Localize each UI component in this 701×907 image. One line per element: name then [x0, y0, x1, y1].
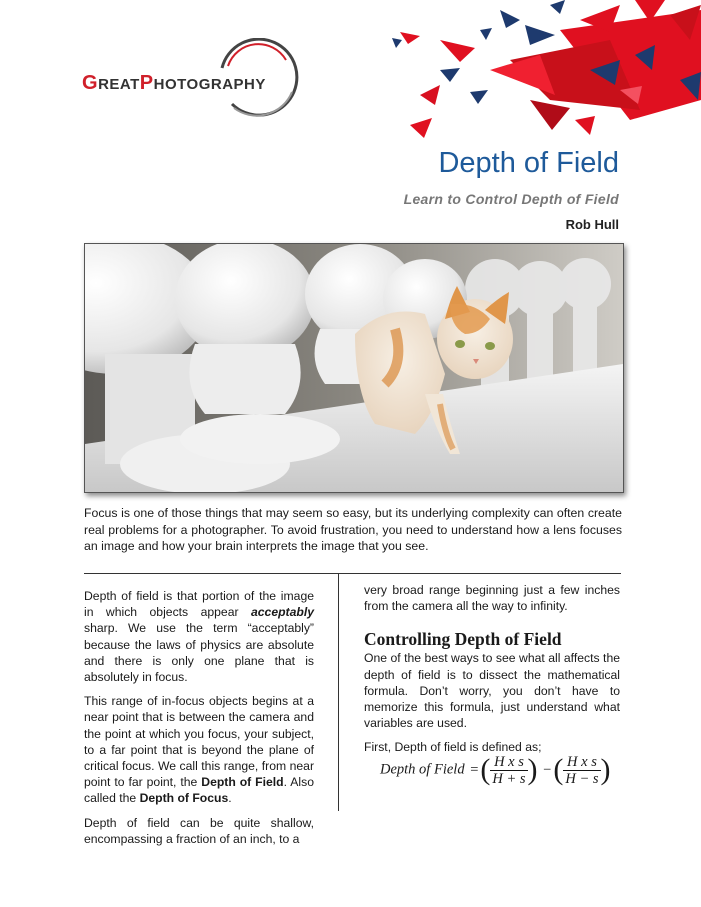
section-heading: Controlling Depth of Field: [364, 629, 562, 650]
formula-fraction-2: $\frac{\text{H x s}}{H - s}$: [565, 753, 599, 787]
paragraph-definition: Depth of field is that portion of the image in which objects appear acceptably sharp. We use the term “acceptably” because the laws of physics are absolute and there is only one plane that is absolutely in focus.: [84, 589, 314, 685]
page-subtitle: Learn to Control Depth of Field: [403, 191, 619, 207]
formula-minus: −: [543, 761, 552, 778]
left-column: [84, 588, 314, 855]
paragraph-formula-intro: One of the best ways to see what all affects the depth of field is to dissect the mathematical formula. Don’t worry, you don’t have to memorize this formula, just understand what variables are used.: [364, 651, 620, 731]
author-name: Rob Hull: [565, 217, 619, 232]
intro-paragraph: Focus is one of those things that may seem so easy, but its underlying complexity can often create real problems for a photographer. To avoid frustration, you need to understand how a lens focuses an image and how your brain interprets the image that you see.: [84, 506, 622, 553]
paragraph-shallow: Depth of field can be quite shallow, encompassing a fraction of an inch, to a: [84, 815, 314, 846]
right-column: [364, 582, 620, 764]
logo-wordmark: GREATPHOTOGRAPHY: [82, 72, 266, 94]
cat-balusters-illustration: [85, 244, 623, 492]
column-divider: [338, 573, 339, 811]
formula-equals: =: [470, 761, 479, 778]
greatphotography-logo: [82, 38, 302, 118]
formula-fraction-1: $\frac{\text{H x s}}{H + s}$: [492, 753, 526, 787]
paragraph-range: This range of in-focus objects begins at a near point that is between the camera and the point at which you focus, your subject, to a far point that is beyond the plane of critical focus. We call this range, from near point to far point, the Depth of Field. Also called the Depth of Focus.: [84, 694, 314, 806]
formula-lhs: Depth of Field: [380, 761, 465, 778]
cat-photo: [84, 243, 624, 493]
page-title: Depth of Field: [438, 147, 619, 179]
paragraph-defined-as: First, Depth of field is defined as;: [364, 740, 542, 755]
paragraph-continued: very broad range beginning just a few inches from the camera all the way to infinity.: [364, 583, 620, 614]
decorative-shards-graphic: [380, 0, 701, 150]
dof-formula: Depth of Field =( $\frac{\text{H x s}}{H + s}$ ) −( $\frac{\text{H x s}}{H - s}$ ): [380, 753, 611, 787]
section-divider: [84, 573, 621, 574]
